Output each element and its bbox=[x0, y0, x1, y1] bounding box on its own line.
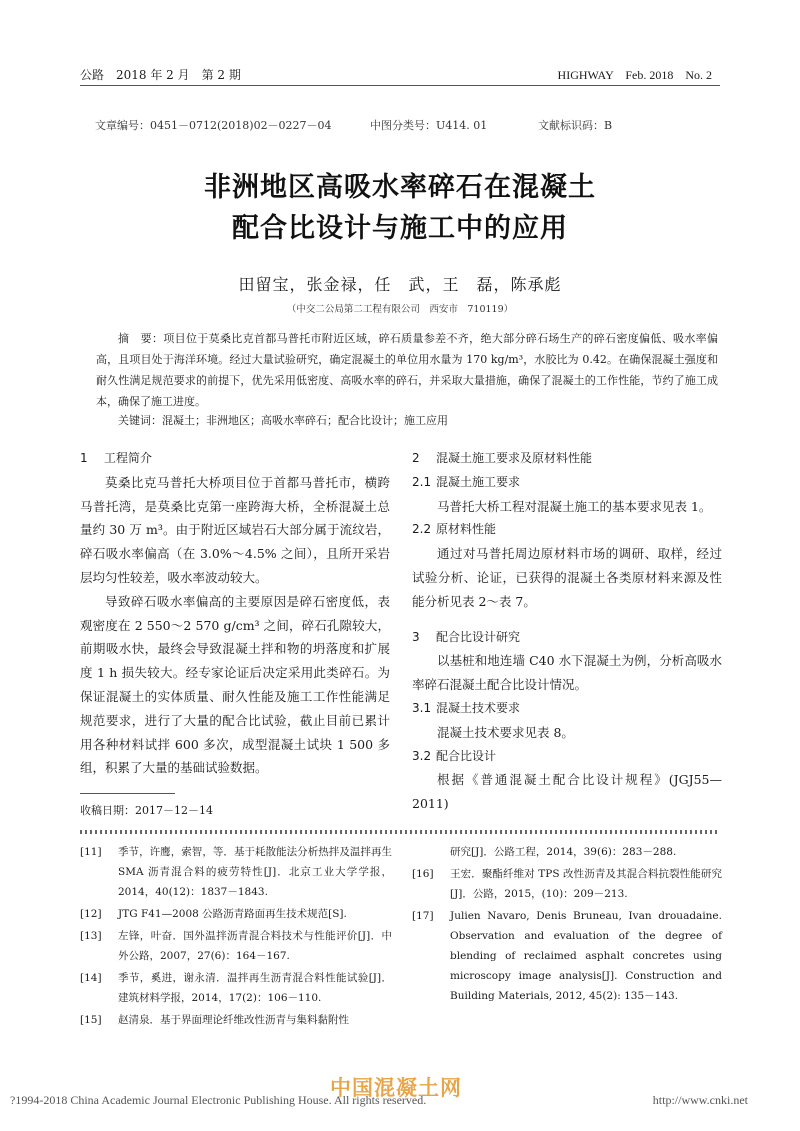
affiliation: （中交二公局第二工程有限公司 西安市 710119） bbox=[286, 304, 514, 315]
reference-item: [15] 赵清泉．基于界面理论纤维改性沥青与集料黏附性 bbox=[80, 1014, 349, 1026]
header-rule bbox=[80, 85, 720, 86]
keywords bbox=[96, 410, 718, 431]
keywords-text: 混凝土；非洲地区；高吸水率碎石；配合比设计；施工应用 bbox=[162, 414, 448, 427]
received-date: 收稿日期：2017－12－14 bbox=[80, 804, 213, 817]
section-3-1-paragraph: 混凝土技术要求见表 8。 bbox=[437, 724, 574, 740]
section-1-paragraph-1: 莫桑比克马普托大桥项目位于首都马普托市，横跨马普托湾，是莫桑比克第一座跨海大桥，全桥混凝土总量约 30 万 m³。由于附近区域岩石大部分属于流纹岩，碎石吸水率偏高（在 3.0%～4.5% 之间），且所开采岩层均匀性较差，吸水率波动较大。 bbox=[80, 474, 390, 585]
section-2-heading: 2 混凝土施工要求及原材料性能 bbox=[412, 451, 593, 465]
section-2-2-paragraph: 通过对马普托周边原材料市场的调研、取样，经过试验分析、论证，已获得的混凝土各类原材料来源及性能分析见表 2～表 7。 bbox=[412, 546, 722, 609]
section-1-paragraph-2: 导致碎石吸水率偏高的主要原因是碎石密度低，表观密度在 2 550～2 570 g/cm³ 之间，碎石孔隙较大，前期吸水快，最终会导致混凝土拌和物的坍落度和扩展度 1 h 损失较大。经专家论证后决定采用此类碎石。为保证混凝土的实体质量、耐久性能及施工工作性能满足规范要求，进行了大量的配合比试验，截止目前已累计用各种材料试拌 600 多次，成型混凝土试块 1 500 多组，积累了大量的基础试验数据。 bbox=[80, 593, 390, 776]
section-2-1-paragraph: 马普托大桥工程对混凝土施工的基本要求见表 1。 bbox=[437, 498, 712, 514]
abstract-label: 摘 要： bbox=[118, 332, 164, 345]
abstract bbox=[96, 328, 718, 412]
article-number: 文章编号：0451－0712(2018)02－0227－04 bbox=[95, 119, 332, 132]
copyright-notice: ?1994-2018 China Academic Journal Electronic Publishing House. All rights reserved. bbox=[10, 1093, 427, 1107]
journal-header-right: HIGHWAY Feb. 2018 No. 2 bbox=[557, 68, 712, 82]
section-3-2-paragraph: 根据《普通混凝土配合比设计规程》(JGJ55—2011) bbox=[412, 772, 722, 812]
document-code: 文献标识码：B bbox=[538, 119, 613, 132]
section-3-paragraph: 以基桩和地连墙 C40 水下混凝土为例，分析高吸水率碎石混凝土配合比设计情况。 bbox=[412, 653, 722, 693]
reference-item: [11] 季节，许鹰，索智，等．基于耗散能法分析热拌及温拌再生 SMA 沥青混合料的疲劳特性[J]．北京工业大学学报，2014，40(12)：1837－1843. bbox=[80, 846, 392, 898]
title-line-2: 配合比设计与施工中的应用 bbox=[232, 213, 568, 244]
references-right bbox=[412, 842, 722, 1008]
journal-header-left: 公路 2018 年 2 月 第 2 期 bbox=[80, 68, 241, 82]
reference-item: [13] 左锋，叶奋．国外温拌沥青混合料技术与性能评价[J]．中外公路，2007，27(6)：164－167. bbox=[80, 930, 392, 962]
reference-item: [12] JTG F41—2008 公路沥青路面再生技术规范[S]. bbox=[80, 908, 347, 920]
authors: 田留宝，张金禄，任 武，王 磊，陈承彪 bbox=[238, 275, 562, 294]
section-3-1-heading: 3.1 混凝土技术要求 bbox=[412, 700, 521, 715]
reference-item: [17] Julien Navaro, Denis Bruneau, Ivan drouadaine. Observation and evaluation of the degree of blending of reclaimed asphalt concretes using microscopy image analysis[J]. Construction and Building Materials, 2012, 45(2): 135－143. bbox=[412, 910, 722, 1002]
clc-number: 中图分类号：U414. 01 bbox=[370, 119, 488, 132]
section-2-2-heading: 2.2 原材料性能 bbox=[412, 522, 497, 537]
cnki-url[interactable]: http://www.cnki.net bbox=[652, 1093, 748, 1107]
section-1-heading: 1 工程简介 bbox=[80, 451, 153, 465]
abstract-text: 项目位于莫桑比克首都马普托市附近区域，碎石质量参差不齐，绝大部分碎石场生产的碎石密度偏低、吸水率偏高，且项目处于海洋环境。经过大量试验研究，确定混凝土的单位用水量为 170 kg/m³，水胶比为 0.42。在确保混凝土强度和耐久性满足规范要求的前提下，优先采用低密度、高吸水率的碎石，并采取大量措施，确保了混凝土的工作性能，节约了施工成本，确保了施工进度。 bbox=[96, 332, 719, 408]
watermark-logo: 中国混凝土网 bbox=[330, 1076, 462, 1100]
reference-item: 研究[J]．公路工程，2014，39(6)：283－288. bbox=[450, 846, 677, 858]
footnote-rule bbox=[80, 793, 175, 794]
section-3-heading: 3 配合比设计研究 bbox=[412, 629, 521, 644]
references-left bbox=[80, 842, 392, 1032]
section-3-2-heading: 3.2 配合比设计 bbox=[412, 748, 497, 763]
reference-item: [16] 王宏．聚酯纤维对 TPS 改性沥青及其混合料抗裂性能研究[J]．公路，2015，(10)：209－213. bbox=[412, 868, 722, 900]
right-column bbox=[412, 447, 722, 816]
reference-separator bbox=[80, 830, 720, 834]
section-2-1-heading: 2.1 混凝土施工要求 bbox=[412, 474, 521, 489]
reference-item: [14] 季节，奚进，谢永清．温拌再生沥青混合料性能试验[J]．建筑材料学报，2014，17(2)：106－110. bbox=[80, 972, 392, 1004]
keywords-label: 关键词： bbox=[118, 414, 162, 427]
title-line-1: 非洲地区高吸水率碎石在混凝土 bbox=[204, 172, 596, 203]
left-column bbox=[80, 447, 390, 780]
